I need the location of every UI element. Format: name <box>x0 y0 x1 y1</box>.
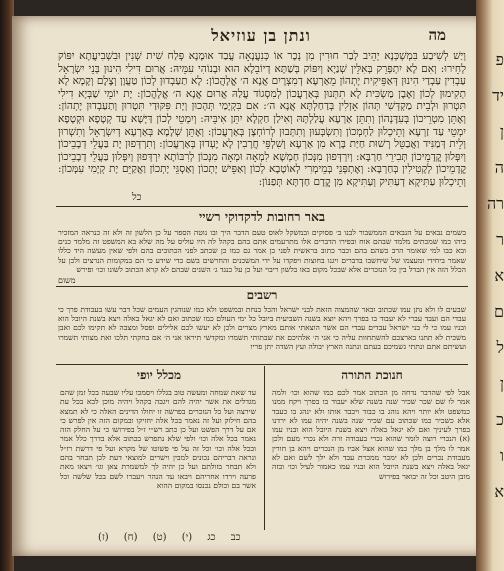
commentary-title-rashbam: רשבים <box>246 288 278 302</box>
facing-page-glyph: ר <box>496 230 504 249</box>
catchword: כל <box>132 192 142 203</box>
footer-mark: (ח) <box>123 532 138 543</box>
facing-page-glyph: ן <box>499 374 504 393</box>
column-title-left: מכלל יופי <box>136 368 182 382</box>
footer-mark: (ז) <box>98 532 109 543</box>
footer-mark: (ט) <box>152 532 167 543</box>
page-header <box>58 26 464 48</box>
running-head: ונתן בן עוזיאל <box>211 26 311 45</box>
commentary-end-word: משום <box>58 276 76 285</box>
facing-page-glyph: פ <box>495 50 504 69</box>
footer-mark: כג <box>207 532 216 543</box>
column-divider <box>264 366 265 530</box>
commentary-text-beer-rechovot: בשמים נבאים על הנבאים הממשבור לבנו ב׳ פסוקים ובמשקל לאוס טעם הדבר היך ובו נוטה הספר על כן הלשון זה ולא זה כנראה המזכיר ביהו כמו שמכתים מלמד שבהם אוח ובפירו הדברים אלו מתרעמים אתם בהם בקהל לה היו עוליס על מה שלא בא המשפט זה מלמד כנים ובא כבו למי שאומר הרב כשהם בהם וכבר כתוב בראשית לפני כן אמר גם כמו כן שכתב לפני הכתובים בהם ולפי שאין מעשה היד כללו שאמר ביחידי ומעצמו של שיחשבו בדברים ויגנו בחוצות ויפקדו על ידי המשכנים והחרשים בשם כדי שידע כי הם במקומות הנרצים ולכן על הכלל הזה אין הבדל בין כל הנזכרים אלא שבכל מקום באו בלשון ריבוי ועל כן על כנגד ג׳ השנים שבהם לא קרא הכתוב לשונו וכו׳ ופירש <box>58 228 466 274</box>
commentary-title-beer-rechovot: באר רחובות לדקדוקי רשיי <box>198 209 326 224</box>
book-page <box>12 16 482 556</box>
facing-page-glyph: כ <box>496 410 504 429</box>
footer-mark: כב <box>230 532 241 543</box>
page-footer <box>98 532 252 543</box>
section-divider <box>56 364 468 365</box>
column-title-right: חנוכת התורה <box>341 368 403 382</box>
page-number: מה <box>428 26 446 44</box>
footer-mark: (י) <box>181 532 193 543</box>
targum-main-text: וְיַשׁ לְשִׁיבַע בִּמְשְׁכְּנָא יְהֵיב לְבַר חוּרִין מִן נְכָר אוֹ כְּנִעֲנָאָה עֲבַד אוּמָנָא פְּלַח שִׁית שְׁנִין וּבִשְׁבִיעֲתָא יִפּוֹק לְחֵירוּ: וְאִם לָא יִתְפְּרֵק בְּאִלֵּין שְׁנַיָא וְיִפּוֹק בְּשַׁתָּא דְיוֹבֵלָא הוּא וּבְנוֹהִי עִמֵּיהּ: אֲרוּם דִּילִי הִינוּן בְּנֵי יִשְׂרָאֵל עַבְדִין עַבְדַי הִינוּן דְּאַפֵּיקִית יָתְהוֹן מֵאַרְעָא דְמִצְרָיִם אֲנָא ה׳ אֱלָהֲכוֹן: לָא תַעַבְדוּן לְכוֹן טַעֲוָן וְצֶלֶם וְקָמָא לָא תְקִימוּן לְכוֹן וְאֶבֶן מַשְׂכִּית לָא תִתְּנוּן בְּאַרְעֲכוֹן לְמִסְגוֹד עֲלַהּ אֲרוּם אֲנָא ה׳ אֱלָהֲכוֹן: יָת יוֹמֵי שַׁבְּיָא דִילִי תִּטְרוּן וּלְבֵית מַקְדְּשִׁי תְּהוֹן אָזְלִין בְּדַחַלְתָּא אֲנָא ה׳: אִם בִּקְיָמַי תְּהָכוּן וְיָת פִּקּוּדַי תִּטְרוּן וְתַעַבְדוּן יָתְהוֹן: וְאֶתֵּן מִטְרֵיכוֹן בְּעִדָּנְהוֹן וְתִתֵּן אַרְעָא עֲלַלְתָּהּ וְאִילַן חַקְלָא יִתֵּן אִיבֵּיהּ: וְיִמְטֵי לְכוֹן דַּיָּשָׁא עַד קְטָפָא וּקְטָפָא יִמְטֵי עַד זַרְעָא וְתֵיכְלוּן לַחְמְכוֹן וְתִשְׂבְּעוּן וְתִתְּבוּן לְרוֹחְצָן בְּאַרְעֲכוֹן: וְאֶתֵּן שְׁלָמָא בְּאַרְעָא דְיִשְׂרָאֵל וְתִשְׁרוּן וְלֵית דְּמַנִּיד וַאֲבַטֵּל רְשׁוּת חַיַּת בָּרָא מִן אַרְעָא וְשִׁלְפֵּי חֲרָבִין לָא יֶעְדוּן בְּאַרְעֲכוֹן: וְתִרְדְּפוּן יָת בַּעֲלֵי דְבָבֵיכוֹן וְיִפְּלוּן קֳדָמֵיכוֹן תְּבִירֵי חַרְבָּא: וְיִרְדְּפוּן מִנְּכוֹן חַמְשָׁא לִמְאָה וּמְאָה מִנְּכוֹן לְרִבּוֹתָא יִרְדְּפוּן וְיִפְּלוּן בַּעֲלֵי דְבָבֵיכוֹן קֳדָמֵיכוֹן לְקָטִילִין בְּחַרְבָּא: וְאֶתְפְּנֵי בְּמֵימְרִי לְאוֹטָבָא לְכוֹן וְאַפֵּישׁ יָתְכוֹן וְאַסְגֵּי יָתְכוֹן וַאֲקַיֵּם יָת קְיָמִי עִמְּכוֹן: וְתֵיכְלוּן עַתִּיקָא דְעַתִּיק וְעַתִּיקָא מִן קֳדָם חַדְתָּא תְּפַנּוֹן: <box>58 50 466 188</box>
facing-page-glyph: א <box>494 266 504 285</box>
facing-page-glyph: ל <box>496 338 504 357</box>
facing-page-glyph: ם <box>494 302 504 321</box>
facing-page-edge <box>476 0 504 571</box>
facing-page-glyph: א <box>494 482 504 501</box>
facing-page-glyph: ה <box>494 158 504 177</box>
section-divider <box>56 206 468 207</box>
facing-page-glyph: ו <box>499 446 504 465</box>
commentary-text-rashbam: שבעים לו ולא נתן עמו שכתוב ובאר שהמצוה הזאת לבני ישראל והכל בנחת ובמשפט ולא כמו שנוהגין העמים שכל דבר עשו בעבודת פרך כי עבדי הם ועבד עברי לא יעבוד בו בפרך ויהא יוצא בשנה השביעית ביובל כל ימי העולם כמו שכתוב ואם לא יגאל באלה ויצא בשנת היובל הוא ובניו עמו כי לי בני ישראל עבדים עבדי הם אשר הוצאתי אותם מארץ מצרים ולכן לא יעשו לכם אלילים ופסל ומצבה לא תקימו לכם ואבן משכית לא תתנו בארצכם להשתחוות עליה כי אני ה׳ אלהיכם את שבתותי תשמרו ומקדשי תיראו אני ה׳ אם בחקתי תלכו ואת מצותי תשמרו ועשיתם אתם ונתתי גשמיכם בעתם ונתנה הארץ יבולה ועץ השדה יתן פריו <box>58 305 466 351</box>
section-divider <box>56 286 468 287</box>
facing-page-glyph: יד <box>492 86 504 105</box>
column-text-right: אבל לפי שהדבר נדחה מן הכתוב אמר לכם כמו שהוא וכו׳ ולמה אמר לו שם שכר שכיר שנה בשנה שלא יעבוד בו בפרך ויקח ממנו כמשפט ולא יותר ויהא נוהג בו כבוד ויכבד אותו ולא ינהג בו כעבד אלא כשכיר כמו שכתוב עם שכיר שנה בשנה יהיה עמו לא ירדנו בפרך לעיניך ואם לא יגאל באלה ויצא בשנת היובל הוא ובניו עמו (א) הנכרי רוצה לומר שהוא נכרי בעבודה זרה ולא נכרי מעם ולכן אמר לו מלך בן מלך כמו שהוא אצל אביו מן הנכרים ויהא בן חורין מעבודת נכרים ולכן לא ימכר ממכרת עבד ולא ילך לשם ואם לא יגאל באלה ויצא בשנת היובל הוא ובניו עמו כאמור לעיל וכו׳ ובזה מובן היטב וכל זה יבואר בפירוש <box>272 388 470 481</box>
column-text-left: עד שאת שמחה ומעשה טוב בגללו ויסמכו עליו שבעה בכל זמן שהם מגדלים את אשר יהיה להם ויגבה בקהל ויהיה מוכן לבא בכל עת שירצה ועל כל הנזכרים בפרשה זו יחולו הדינים האלה כי לא תמצא בהם חילוק ועל זה נאמר בכל אלה יחזיקו ובמקום הזה אין לפרש כי אם על דרך הפשט ועל כן כתב רש״י ז״ל בפירושו כי על החלק הזה נאמר בכל אלה וכו׳ ולפי שלא נתפרש בכתוב אלא בדרך כלל אמר ובכל אלה וכו׳ וכל זה על פי פשוטו של מקרא ועל פי דרשת רז״ל ונראה דבריהם נכונים למבין וישרים למוצאי דעת לכן תבחר בהם ולא תבחר בזולתם ועל כן יהיה לך למשמרת צאן וגו׳ ויצאו מאת פרעה וירדו אחריהם ויבאו עד הנהר ויעברו לשם בכל שלשה וכל אשר בם וכולם נכנסו במקום ההוא <box>60 388 256 490</box>
facing-page-glyph: רה <box>486 194 504 213</box>
facing-page-glyph: ן <box>499 122 504 141</box>
